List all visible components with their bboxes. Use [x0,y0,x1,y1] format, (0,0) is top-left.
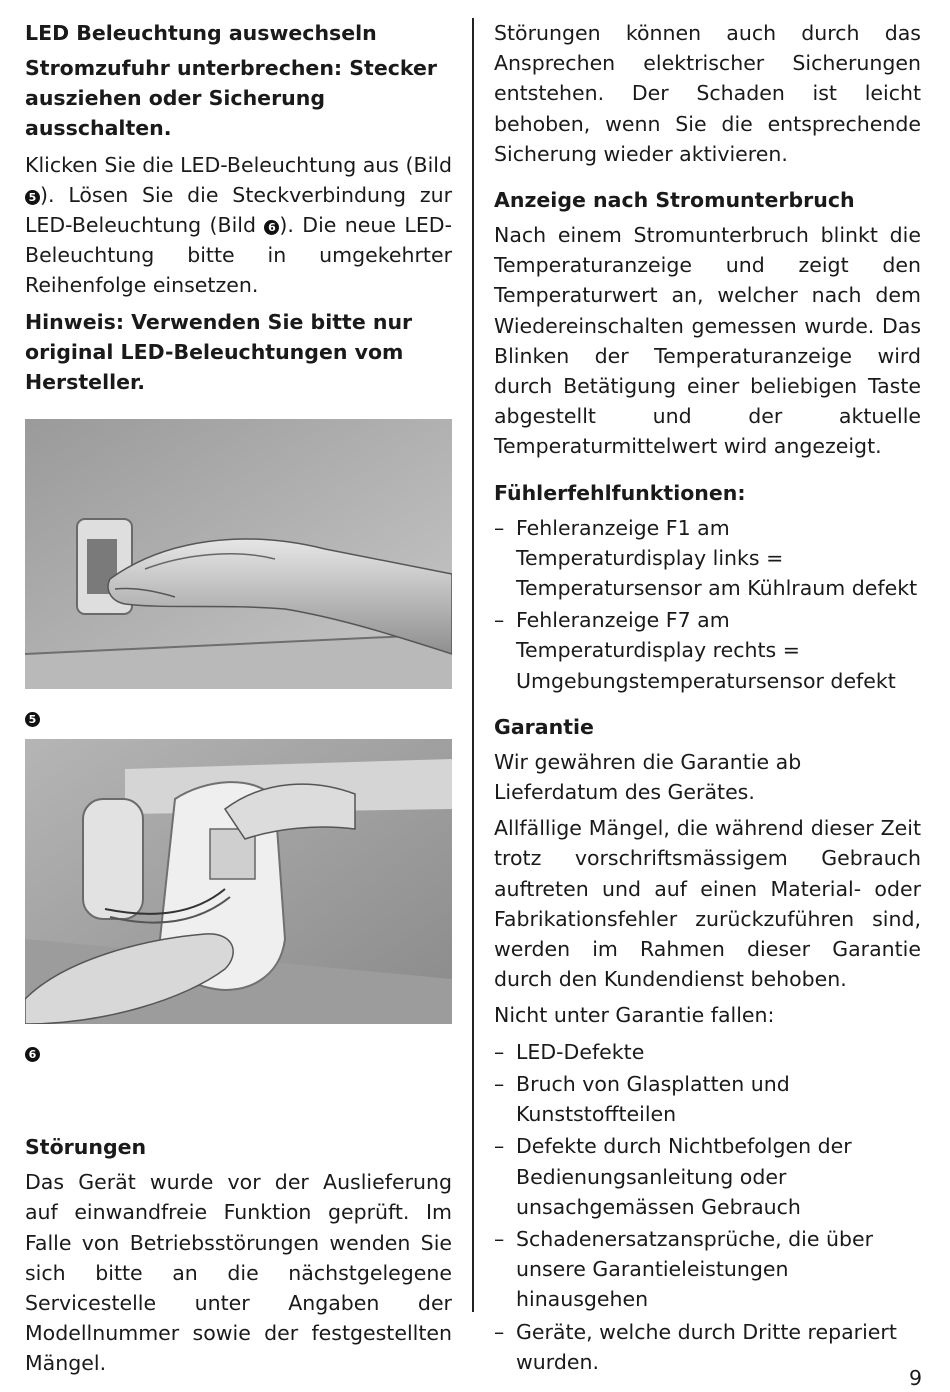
figure-5-caption [25,709,452,739]
list-item: – Fehleranzeige F7 am Temperaturdisplay rechts = Umgebungstemperatursensor defekt [494,605,921,696]
figure-5-ref-badge: 5 [25,190,40,205]
power-warning: Stromzufuhr unterbrechen: Stecker ausziehen oder Sicherung ausschalten. [25,56,437,141]
figure-5-number-badge: 5 [25,712,40,727]
list-item: – Schadenersatzansprüche, die über unsere Garantieleistungen hinausgehen [494,1224,921,1315]
led-section-title: LED Beleuchtung auswechseln [25,21,377,45]
list-item: – Defekte durch Nichtbefolgen der Bedienungsanleitung oder unsachgemässen Gebrauch [494,1131,921,1222]
original-parts-note: Hinweis: Verwenden Sie bitte nur original LED-Beleuchtungen vom Hersteller. [25,309,413,395]
power-outage-title: Anzeige nach Stromunterbruch [494,188,855,213]
list-item: – Fehleranzeige F1 am Temperaturdisplay links = Temperatursensor am Kühlraum defekt [494,513,921,604]
power-outage-text: Nach einem Stromunterbruch blinkt die Temperaturanzeige und zeigt den Temperaturwert an, welcher nach dem Wiedereinschalten gemessen wurde. Das Blinken der Temperaturanzeige wird durch Betätigung einer beliebigen Taste abgestellt und der aktuelle Temperaturmittelwert wird angezeigt. [494,223,921,459]
led-instructions [25,150,452,301]
fuse-text: Störungen können auch durch das Ansprechen elektrischer Sicherungen entstehen. Der Schaden ist leicht behoben, wenn Sie die entsprechende Sicherung wieder aktivieren. [494,21,921,166]
figure-6-ref-badge: 6 [264,220,279,235]
list-item: – Bruch von Glasplatten und Kunststoffteilen [494,1069,921,1129]
warranty-defects-text: Allfällige Mängel, die während dieser Zeit trotz vorschriftsmässigem Gebrauch auftreten und auf einen Material- oder Fabrikationsfehler zurückzuführen sind, werden im Rahmen dieser Garantie durch den Kundendienst behoben. [494,816,921,992]
stoerungen-title: Störungen [25,1135,147,1160]
column-divider [472,18,474,1312]
instr-part-3: ). Die neue LED-Beleuchtung bitte in umgekehrter Reihenfolge einsetzen. [25,213,452,298]
right-column [494,18,921,1383]
not-covered-heading: Nicht unter Garantie fallen: [494,1003,775,1028]
figure-5-photo [25,419,452,689]
instr-part-1: Klicken Sie die LED-Beleuchtung aus (Bild [25,152,452,177]
figure-6-photo [25,739,452,1024]
stoerungen-text: Das Gerät wurde vor der Auslieferung auf einwandfreie Funktion geprüft. Im Falle von Betriebsstörungen wenden Sie sich bitte an die nächstgelegene Servicestelle unter Angaben der Modellnummer sowie der festgestellten Mängel. [25,1170,452,1376]
not-covered-list [494,1037,921,1377]
sensor-errors-title: Fühlerfehlfunktionen: [494,480,746,505]
left-column [25,18,452,1385]
warranty-title: Garantie [494,714,594,739]
instr-part-2: ). Lösen Sie die Steckverbindung zur LED-Beleuchtung (Bild [25,182,452,238]
figure-6-number-badge: 6 [25,1047,40,1062]
sensor-errors-list [494,513,921,696]
list-item: – LED-Defekte [494,1037,921,1067]
warranty-intro: Wir gewähren die Garantie ab Lieferdatum des Gerätes. [494,749,802,805]
figure-6-caption [25,1044,452,1074]
list-item: – Geräte, welche durch Dritte repariert wurden. [494,1317,921,1377]
page-number: 9 [908,1366,922,1390]
